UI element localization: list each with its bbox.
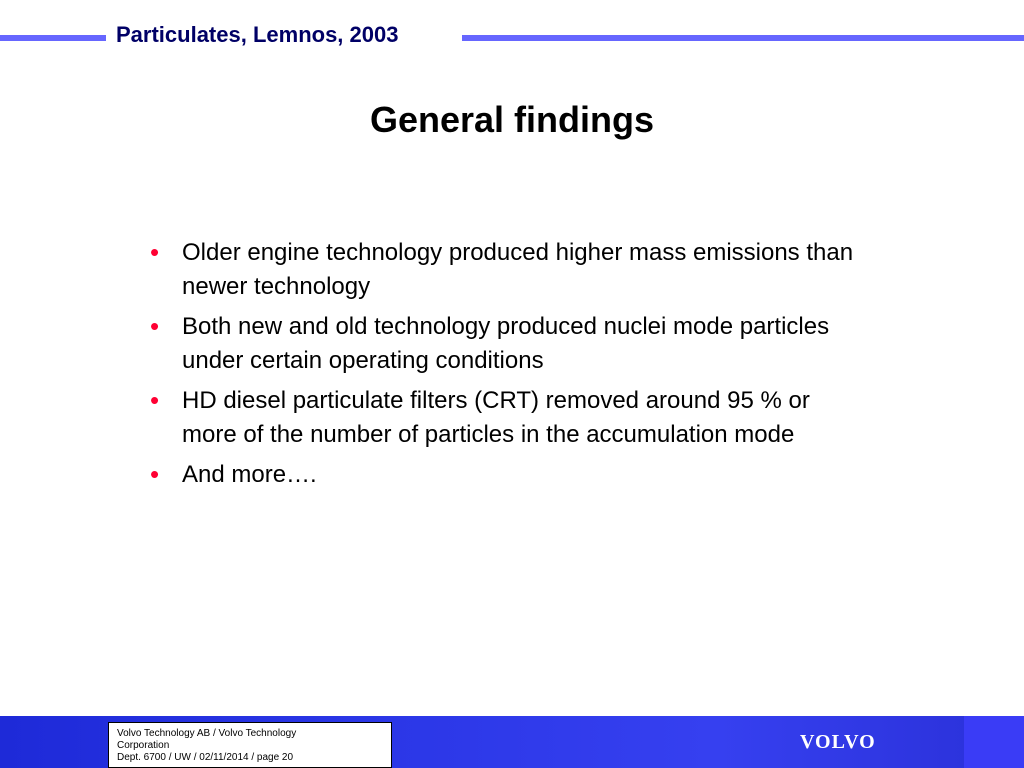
bullet-icon: • [150, 385, 160, 415]
bullet-text: Both new and old technology produced nuclei mode particles under certain operating conditions [182, 313, 830, 374]
volvo-logo: VOLVO [800, 731, 876, 753]
bullet-text: HD diesel particulate filters (CRT) removed around 95 % or more of the number of particles in the accumulation mode [182, 387, 810, 448]
bullet-item [146, 236, 866, 304]
footer-info-box [108, 722, 392, 768]
bullet-item [146, 458, 866, 492]
bullet-icon: • [150, 237, 160, 267]
bullet-text: And more…. [182, 461, 317, 488]
footer-dept-page: Dept. 6700 / UW / 02/11/2014 / page 20 [117, 752, 294, 763]
footer-accent [964, 716, 1024, 768]
footer-band [0, 716, 1024, 768]
footer-company: Volvo Technology AB / Volvo Technology [117, 728, 297, 739]
bullet-icon: • [150, 459, 160, 489]
footer-company-cont: Corporation [117, 740, 170, 751]
bullet-list [146, 236, 866, 498]
header-title: Particulates, Lemnos, 2003 [116, 22, 399, 47]
header-rule-right [462, 35, 1024, 41]
bullet-item [146, 384, 866, 452]
bullet-item [146, 310, 866, 378]
bullet-icon: • [150, 311, 160, 341]
page-title: General findings [369, 99, 655, 140]
header-rule-left [0, 35, 106, 41]
bullet-text: Older engine technology produced higher mass emissions than newer technology [182, 239, 854, 300]
